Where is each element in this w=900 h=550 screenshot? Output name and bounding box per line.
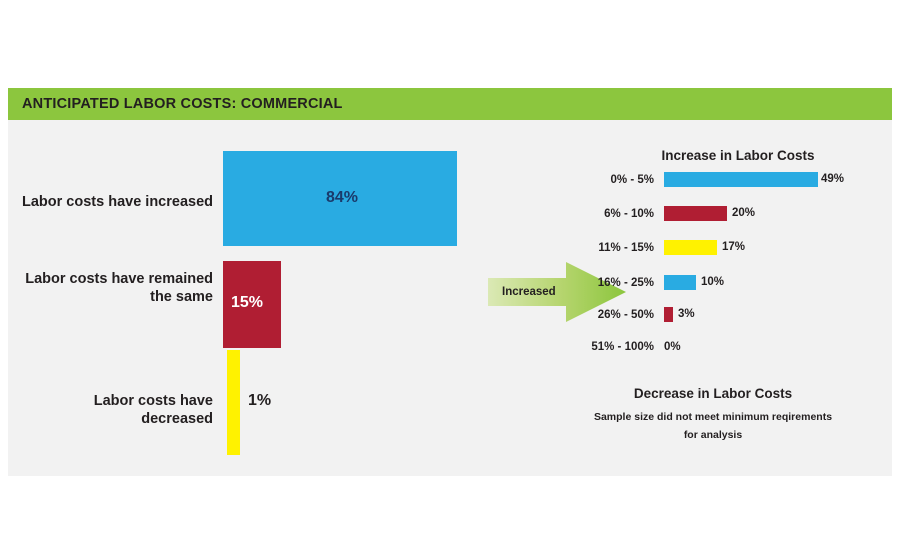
page-title: ANTICIPATED LABOR COSTS: COMMERCIAL	[22, 96, 343, 112]
increase-label-1: 6% - 10%	[604, 208, 654, 220]
increase-heading: Increase in Labor Costs	[661, 148, 815, 163]
decrease-note-line2: for analysis	[683, 429, 743, 441]
main-bar-value-1: 15%	[231, 294, 264, 311]
increase-bar-2	[664, 240, 717, 255]
increase-value-1: 20%	[732, 207, 756, 219]
increase-label-2: 11% - 15%	[598, 242, 654, 254]
decrease-heading: Decrease in Labor Costs	[633, 386, 793, 401]
increase-bar-0	[664, 172, 818, 187]
main-bar-label-0: Labor costs have increased	[22, 194, 213, 210]
increase-value-5: 0%	[664, 341, 681, 353]
increase-value-2: 17%	[722, 241, 746, 253]
main-bar-label-1-line1: Labor costs have remained the same	[25, 271, 213, 306]
main-bar-label-1	[18, 270, 213, 306]
chart-panel	[8, 88, 892, 476]
increase-bar-3	[664, 275, 696, 290]
increase-value-4: 3%	[678, 308, 695, 320]
increase-label-4: 26% - 50%	[597, 309, 654, 321]
main-bar-value-0: 84%	[326, 189, 359, 206]
decrease-note-line1: Sample size did not meet minimum reqirements	[593, 411, 833, 423]
increase-value-0: 49%	[821, 173, 845, 185]
increase-label-0: 0% - 5%	[610, 174, 654, 186]
increase-bar-1	[664, 206, 727, 221]
main-bar-2	[227, 350, 240, 455]
main-bar-label-2: Labor costs have decreased	[93, 393, 213, 428]
increase-value-3: 10%	[701, 276, 725, 288]
increase-label-5: 51% - 100%	[591, 341, 654, 353]
main-bar-value-2: 1%	[248, 392, 272, 409]
increase-label-3: 16% - 25%	[597, 277, 654, 289]
increase-bar-4	[664, 307, 673, 322]
panel-title-bar	[8, 88, 892, 120]
arrow-label: Increased	[502, 286, 556, 298]
